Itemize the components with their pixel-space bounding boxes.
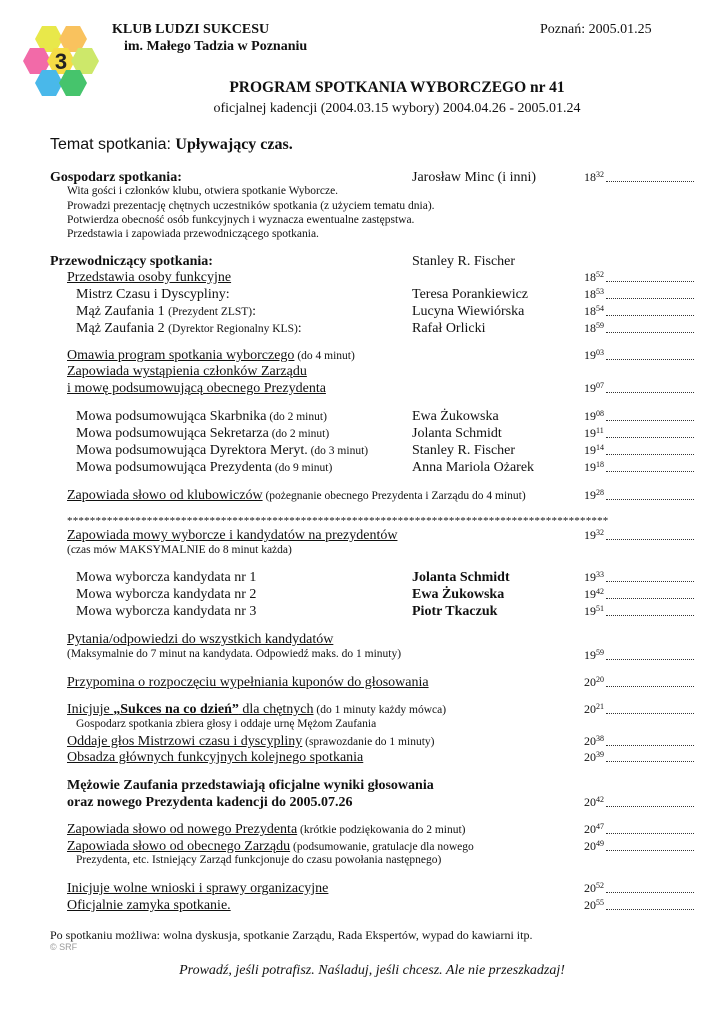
logo-number: 3 [54,49,68,74]
dotted-line [606,581,694,582]
dotted-line [606,659,694,660]
dotted-line [606,332,694,333]
role-label: Mistrz Czasu i Dyscypliny: [76,287,230,302]
agenda-item [0,778,724,795]
host-note: Przedstawia i zapowiada przewodniczącego spotkania. [67,228,319,240]
club-name: KLUB LUDZI SUKCESU [112,22,270,37]
coupons-label: Przypomina o rozpoczęciu wypełniania kuponów do głosowania [67,675,429,690]
meeting-topic [50,136,293,154]
motto: Prowadź, jeśli potrafisz. Naśladuj, jeśli chcesz. Ale nie przeszkadzaj! [179,963,565,978]
after-meeting-note: Po spotkaniu możliwa: wolna dyskusja, spotkanie Zarządu, Rada Ekspertów, wypad do kawiarni itp. [50,928,533,942]
time: $19^{11}$ [584,426,604,440]
time: $19^{03}$ [584,348,604,362]
role-label: Mąż Zaufania 1 (Prezydent ZLST): [76,304,257,319]
speech-row [0,460,724,477]
time: $19^{51}$ [584,604,604,618]
speech-row [0,409,724,426]
speech-row [0,587,724,604]
time: $20^{52}$ [584,881,604,895]
topic-value: Upływający czas. [175,136,293,153]
results-line2: oraz nowego Prezydenta kadencji do 2005.07.26 [67,795,353,810]
time: $19^{07}$ [584,381,604,395]
dotted-line [606,499,694,500]
role-row [0,287,724,304]
agenda-item [0,881,724,898]
time: $19^{18}$ [584,460,604,474]
time: $20^{49}$ [584,839,604,853]
speech-label: Mowa podsumowująca Prezydenta (do 9 minut) [76,460,333,475]
dotted-line [606,392,694,393]
dotted-line [606,281,694,282]
dotted-line [606,315,694,316]
time: $19^{32}$ [584,528,604,542]
motions-label: Inicjuje wolne wnioski i sprawy organizacyjne [67,881,329,896]
role-label: Mąż Zaufania 2 (Dyrektor Regionalny KLS): [76,321,302,336]
dotted-line [606,471,694,472]
time: $19^{14}$ [584,443,604,457]
time: $19^{42}$ [584,587,604,601]
agenda-item [0,750,724,767]
role-row [0,321,724,338]
candidates-label: Zapowiada mowy wyborcze i kandydatów na prezydentów [67,528,398,543]
host-label: Gospodarz spotkania: [50,170,182,185]
speech-label: Mowa wyborcza kandydata nr 2 [76,587,257,602]
dotted-line [606,539,694,540]
dotted-line [606,833,694,834]
host-note: Wita gości i członków klubu, otwiera spotkanie Wyborcze. [67,185,339,197]
qa-note: (Maksymalnie do 7 minut na kandydata. Odpowiedź maks. do 1 minuty) [67,648,402,660]
separator-stars: *********************************************************************************************** [67,515,609,527]
role-name: Lucyna Wiewiórska [412,304,525,319]
dotted-line [606,850,694,851]
role-row [0,304,724,321]
role-name: Rafał Orlicki [412,321,486,336]
time: $19^{33}$ [584,570,604,584]
results-line1: Mężowie Zaufania przedstawiają oficjalne wyniki głosowania [67,778,434,793]
speaker-name: Jolanta Schmidt [412,426,502,441]
old-president-label: Zapowiada słowo od obecnego Zarządu (podsumowanie, gratulacje dla nowego [67,839,474,854]
agenda-item [0,898,724,915]
time: $20^{21}$ [584,702,604,716]
place-date: Poznań: 2005.01.25 [540,22,652,37]
dotted-line [606,806,694,807]
time: $20^{55}$ [584,898,604,912]
dotted-line [606,298,694,299]
dotted-line [606,686,694,687]
speech-label: Mowa wyborcza kandydata nr 1 [76,570,257,585]
speech-row [0,570,724,587]
agenda-item [0,270,724,287]
candidate-name: Piotr Tkaczuk [412,604,498,619]
club-subname: im. Małego Tadzia w Poznaniu [124,39,308,54]
dotted-line [606,420,694,421]
speech-row [0,604,724,621]
speech-row [0,443,724,460]
time: $19^{28}$ [584,488,604,502]
dotted-line [606,598,694,599]
time: $18^{32}$ [584,170,604,184]
present-officials: Przedstawia osoby funkcyjne [67,270,232,285]
agenda-item [0,528,724,545]
dotted-line [606,892,694,893]
speech-label: Mowa podsumowująca Sekretarza (do 2 minut) [76,426,330,441]
agenda-item [0,734,724,751]
speech-label: Mowa podsumowująca Skarbnika (do 2 minut) [76,409,327,424]
members-label: Zapowiada słowo od klubowiczów (pożegnanie obecnego Prezydenta i Zarządu do 4 minut) [67,488,526,503]
time: $19^{08}$ [584,409,604,423]
time: $18^{54}$ [584,304,604,318]
chair-name: Stanley R. Fischer [412,254,516,269]
time: $18^{53}$ [584,287,604,301]
chair-row [0,254,724,271]
time: $18^{59}$ [584,321,604,335]
document-subtitle: oficjalnej kadencji (2004.03.15 wybory) 2004.04.26 - 2005.01.24 [213,101,581,116]
dotted-line [606,761,694,762]
agenda-item [0,675,724,692]
old-president-note: Prezydenta, etc. Istniejący Zarząd funkcjonuje do czasu powołania następnego) [76,854,442,866]
speech-label: Mowa podsumowująca Dyrektora Meryt. (do 3 minut) [76,443,369,458]
host-note: Prowadzi prezentację chętnych uczestników spotkania (z użyciem tematu dnia). [67,200,435,212]
speaker-name: Ewa Żukowska [412,409,499,424]
time: $20^{42}$ [584,795,604,809]
speech-row [0,426,724,443]
time: $19^{59}$ [584,648,604,662]
agenda-item [0,348,724,365]
candidate-name: Ewa Żukowska [412,587,505,602]
dotted-line [606,745,694,746]
new-president-label: Zapowiada słowo od nowego Prezydenta (krótkie podziękowania do 2 minut) [67,822,466,837]
time: $18^{52}$ [584,270,604,284]
copyright: © SRF [50,942,78,952]
document-title: PROGRAM SPOTKANIA WYBORCZEGO nr 41 [229,79,565,96]
timekeeper-label: Oddaje głos Mistrzowi czasu i dyscypliny (sprawozdanie do 1 minuty) [67,734,435,749]
speaker-name: Stanley R. Fischer [412,443,516,458]
dotted-line [606,437,694,438]
candidates-note: (czas mów MAKSYMALNIE do 8 minut każda) [67,544,292,556]
dotted-line [606,454,694,455]
agenda-item [0,364,724,381]
speech-label: Mowa wyborcza kandydata nr 3 [76,604,257,619]
board-label-line2: i mowę podsumowującą obecnego Prezydenta [67,381,326,396]
success-label: Inicjuje „Sukces na co dzień” dla chętnych (do 1 minuty każdy mówca) [67,702,447,717]
agenda-item [0,795,724,812]
dotted-line [606,909,694,910]
dotted-line [606,615,694,616]
time: $20^{47}$ [584,822,604,836]
role-name: Teresa Porankiewicz [412,287,529,302]
program-label: Omawia program spotkania wyborczego (do 4 minut) [67,348,355,363]
staffing-label: Obsadza głównych funkcyjnych kolejnego spotkania [67,750,364,765]
agenda-item [0,648,724,665]
board-label-line1: Zapowiada wystąpienia członków Zarządu [67,364,307,379]
agenda-item [0,632,724,649]
agenda-item [0,488,724,505]
candidate-name: Jolanta Schmidt [412,570,510,585]
success-note: Gospodarz spotkania zbiera głosy i oddaje urnę Mężom Zaufania [76,718,377,730]
host-name: Jarosław Minc (i inni) [412,170,537,185]
dotted-line [606,713,694,714]
time: $20^{38}$ [584,734,604,748]
dotted-line [606,181,694,182]
chair-label: Przewodniczący spotkania: [50,254,213,269]
time: $20^{20}$ [584,675,604,689]
agenda-item [0,381,724,398]
topic-label: Temat spotkania: [50,136,176,153]
qa-label: Pytania/odpowiedzi do wszystkich kandydatów [67,632,334,647]
speaker-name: Anna Mariola Ożarek [412,460,535,475]
agenda-item [0,702,724,719]
dotted-line [606,359,694,360]
closing-label: Oficjalnie zamyka spotkanie. [67,898,231,913]
time: $20^{39}$ [584,750,604,764]
host-note: Potwierdza obecność osób funkcyjnych i wyznacza ewentualne zastępstwa. [67,214,415,226]
agenda-item [0,822,724,839]
